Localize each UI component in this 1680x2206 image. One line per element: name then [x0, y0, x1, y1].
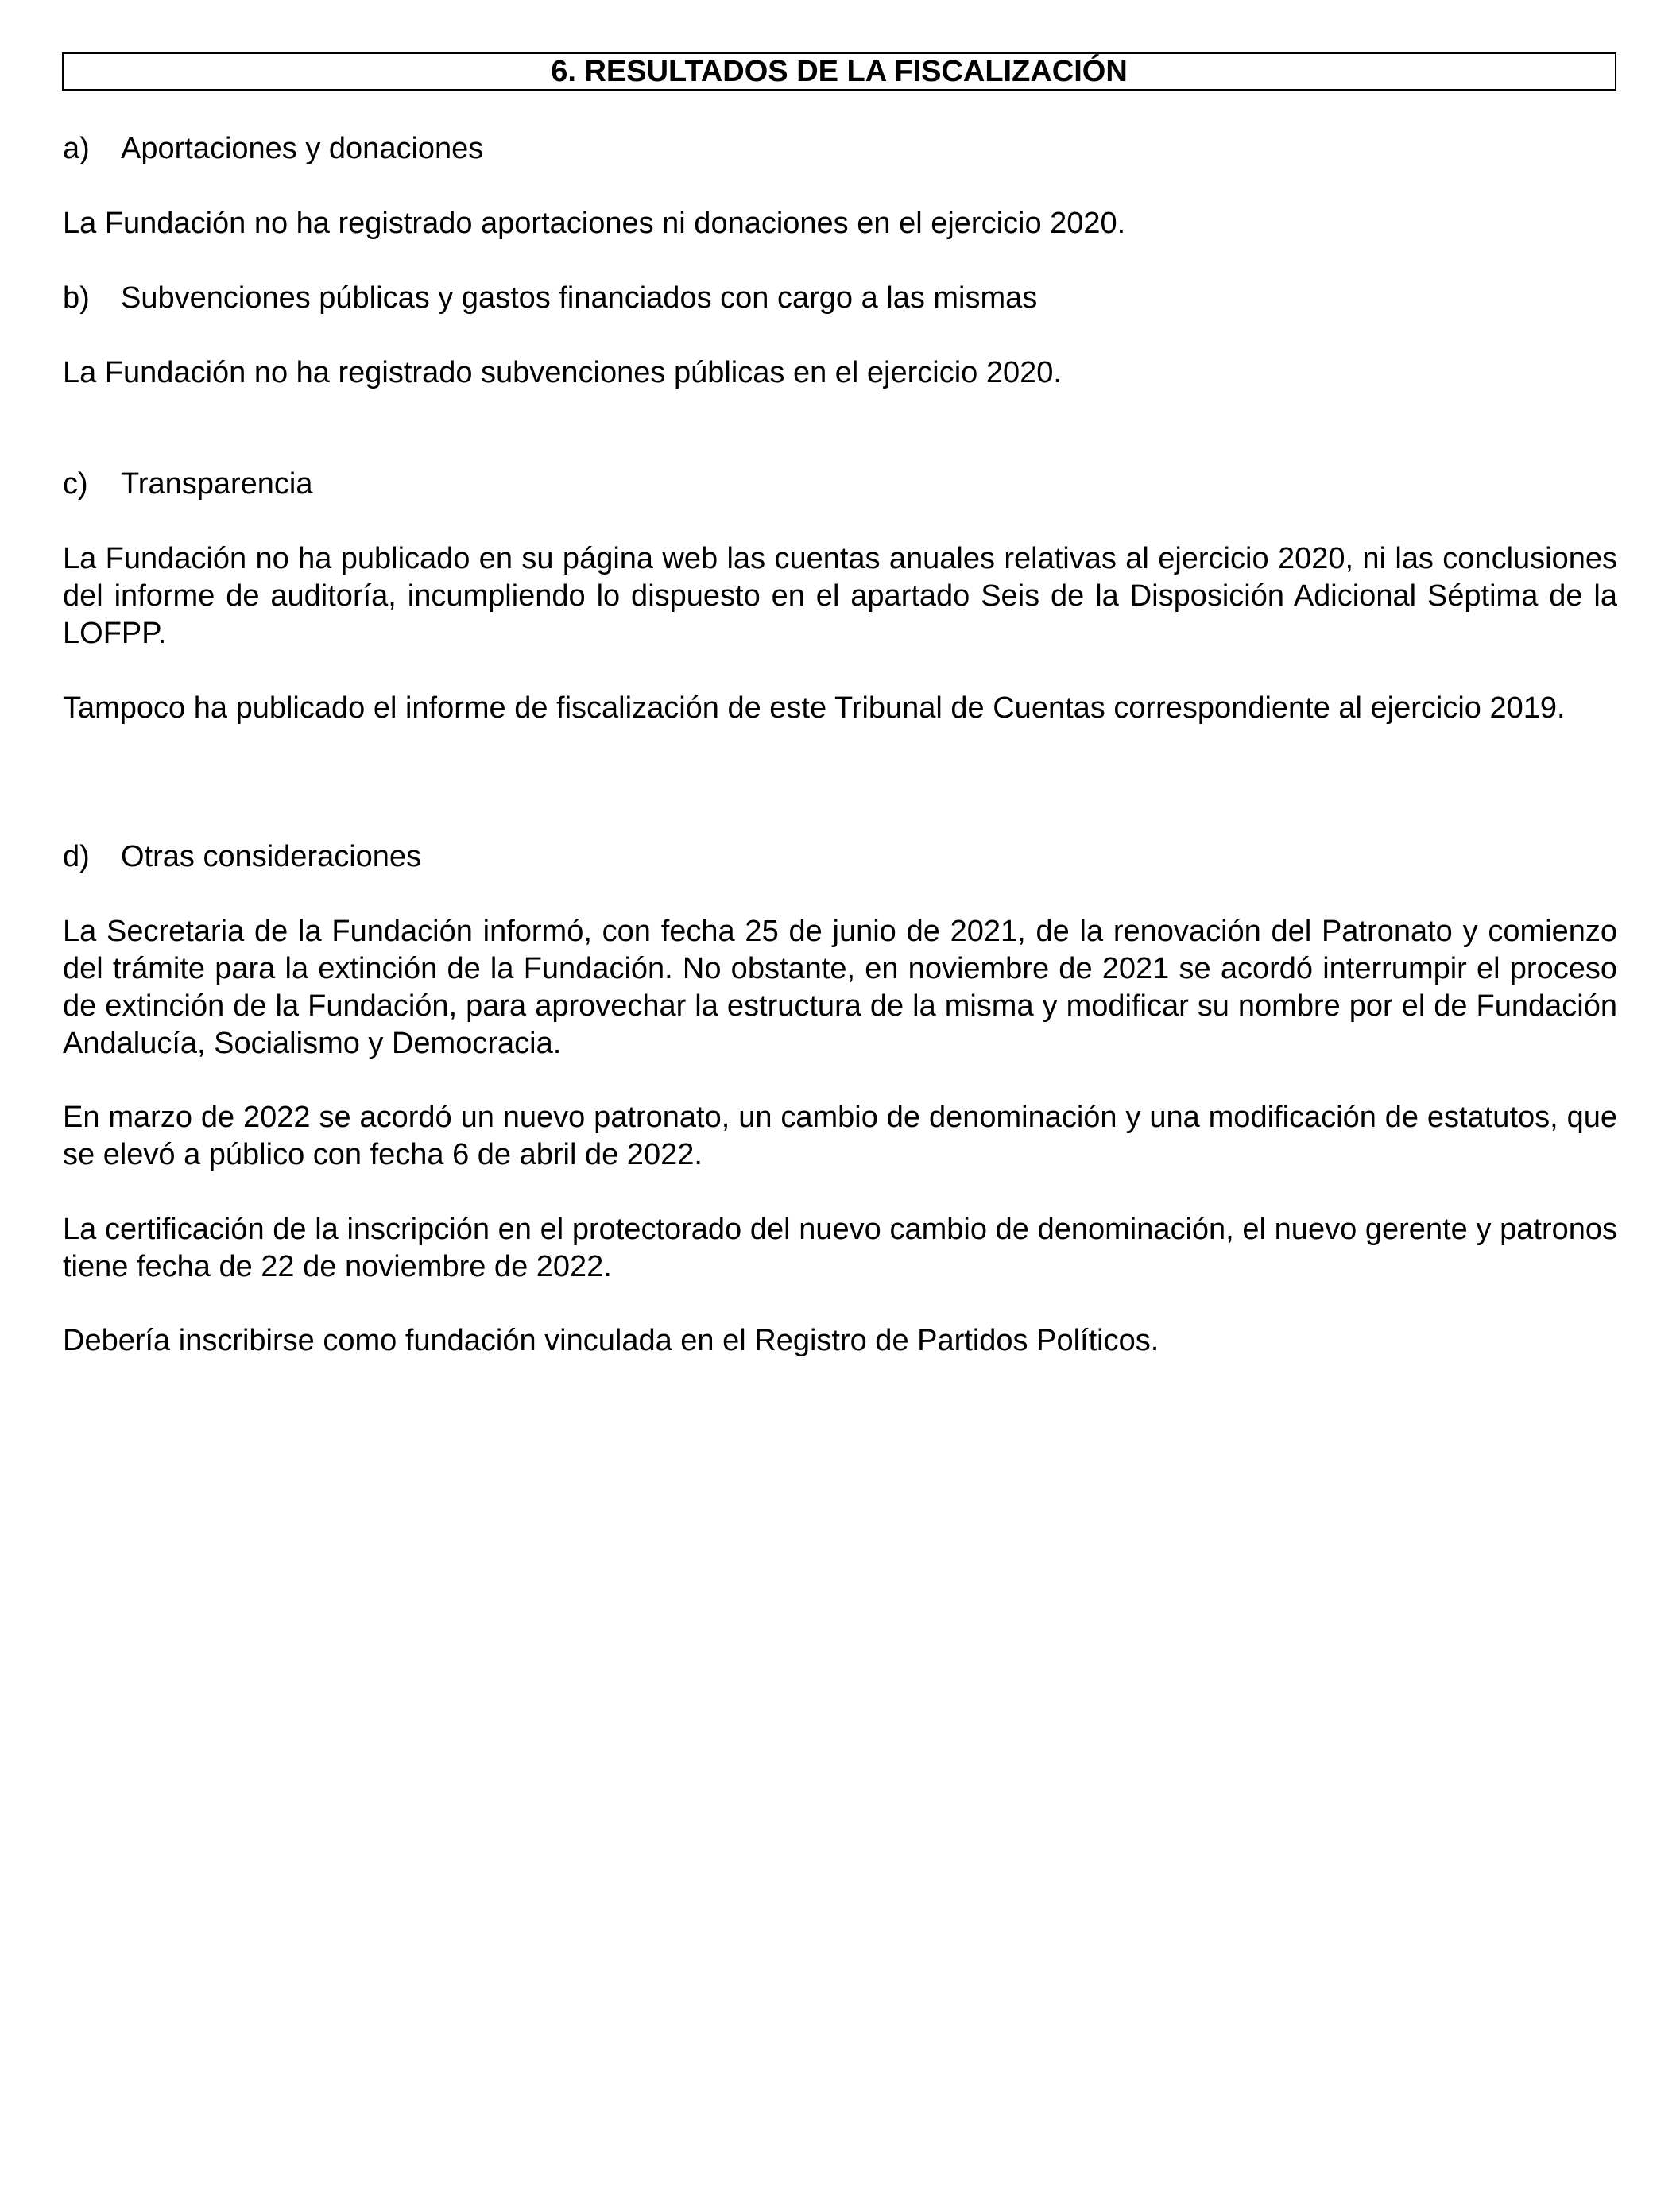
- subsection-title-b: Subvenciones públicas y gastos financiados con cargo a las mismas: [121, 281, 1038, 315]
- subsection-letter-c: c): [63, 467, 88, 501]
- subsection-title-a: Aportaciones y donaciones: [121, 132, 484, 165]
- subsection-heading-a: [63, 130, 1617, 168]
- subsection-heading-b: [63, 280, 1617, 317]
- section-title: 6. RESULTADOS DE LA FISCALIZACIÓN: [62, 52, 1616, 91]
- paragraph-d-3: La certificación de la inscripción en el protectorado del nuevo cambio de denominación, el nuevo gerente y patronos tiene fecha de 22 de noviembre de 2022.: [63, 1213, 1617, 1283]
- paragraph-d-4: Debería inscribirse como fundación vinculada en el Registro de Partidos Políticos.: [63, 1324, 1159, 1357]
- paragraph-d-2: En marzo de 2022 se acordó un nuevo patronato, un cambio de denominación y una modificación de estatutos, que se elevó a público con fecha 6 de abril de 2022.: [63, 1101, 1617, 1171]
- paragraph-d-1: La Secretaria de la Fundación informó, con fecha 25 de junio de 2021, de la renovación del Patronato y comienzo del trámite para la extinción de la Fundación. No obstante, en noviembre de 2021 se acordó interrumpir el proceso de extinción de la Fundación, para aprovechar la estructura de la misma y modificar su nombre por el de Fundación Andalucía, Socialismo y Democracia.: [63, 915, 1617, 1060]
- paragraph-a-1: La Fundación no ha registrado aportaciones ni donaciones en el ejercicio 2020.: [63, 207, 1126, 240]
- paragraph-b-1: La Fundación no ha registrado subvenciones públicas en el ejercicio 2020.: [63, 356, 1062, 389]
- subsection-letter-b: b): [63, 281, 90, 315]
- subsection-letter-d: d): [63, 840, 90, 873]
- subsection-title-d: Otras consideraciones: [121, 840, 422, 873]
- subsection-title-c: Transparencia: [121, 467, 313, 501]
- subsection-letter-a: a): [63, 132, 90, 165]
- paragraph-c-1: La Fundación no ha publicado en su página web las cuentas anuales relativas al ejercicio 2020, ni las conclusiones del informe de auditoría, incumpliendo lo dispuesto en el apartado Seis de la Disposición Adicional Séptima de la LOFPP.: [63, 542, 1617, 650]
- subsection-heading-d: [63, 838, 1617, 876]
- paragraph-c-2: Tampoco ha publicado el informe de fiscalización de este Tribunal de Cuentas correspondiente al ejercicio 2019.: [63, 691, 1566, 725]
- subsection-heading-c: [63, 466, 1617, 503]
